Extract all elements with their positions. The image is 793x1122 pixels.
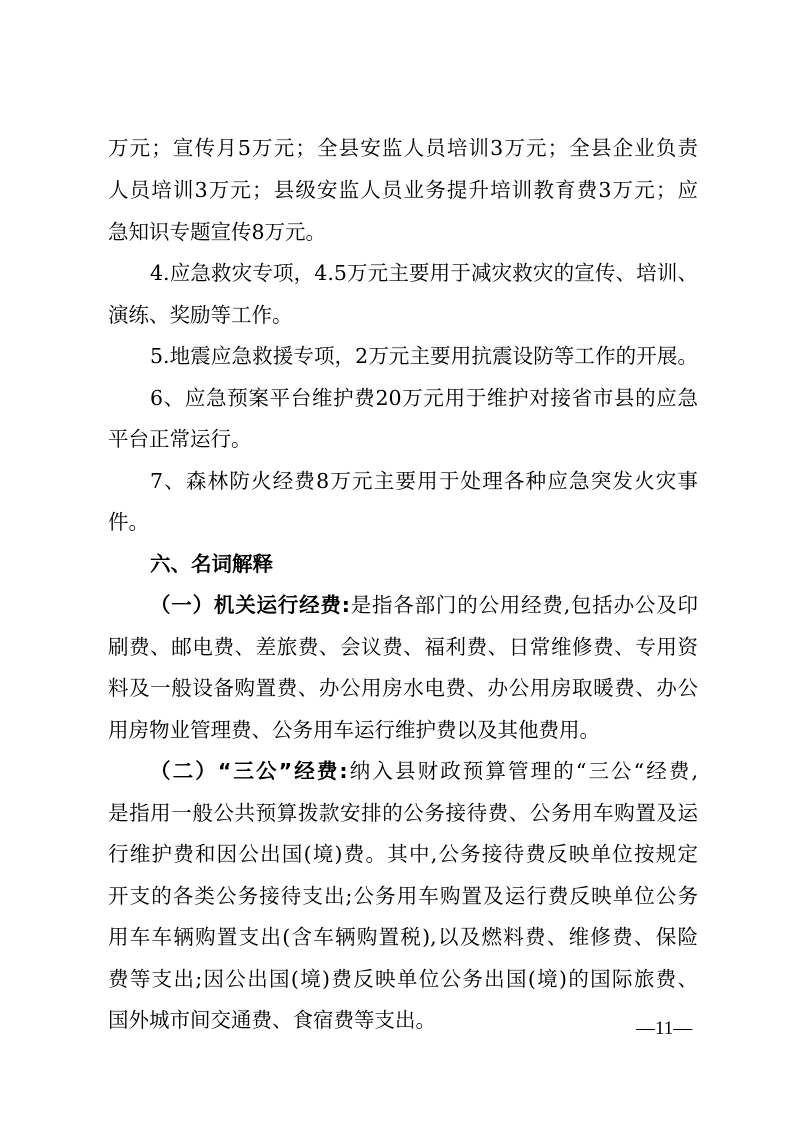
- body-line: 料及一般设备购置费、办公用房水电费、办公用房取暖费、办公: [108, 676, 698, 700]
- body-line: 人员培训3万元；县级安监人员业务提升培训教育费3万元；应: [108, 178, 698, 202]
- body-line: 件。: [108, 510, 149, 534]
- body-line: 刷费、邮电费、差旅费、会议费、福利费、日常维修费、专用资: [108, 635, 698, 659]
- term-label: （二）“三公”经费:: [150, 759, 348, 783]
- body-line: 4.应急救灾专项，4.5万元主要用于减灾救灾的宣传、培训、: [150, 261, 698, 285]
- term-definition-line: [150, 754, 698, 788]
- term-definition-line: [150, 588, 698, 622]
- body-line: 平台正常运行。: [108, 427, 252, 451]
- body-line: 用房物业管理费、公务用车运行维护费以及其他费用。: [108, 718, 600, 742]
- section-heading: 六、名词解释: [150, 552, 273, 576]
- page-number: —11—: [636, 1018, 693, 1039]
- body-line: 开支的各类公务接待支出;公务用车购置及运行费反映单位公务: [108, 884, 698, 908]
- body-line: 急知识专题宣传8万元。: [108, 220, 327, 244]
- term-text: 是指各部门的公用经费,包括办公及印: [349, 593, 699, 617]
- body-line: 行维护费和因公出国(境)费。其中,公务接待费反映单位按规定: [108, 842, 698, 866]
- term-label: （一）机关运行经费:: [150, 593, 350, 617]
- body-line: 7、森林防火经费8万元主要用于处理各种应急突发火灾事: [150, 469, 698, 493]
- body-line: 费等支出;因公出国(境)费反映单位公务出国(境)的国际旅费、: [108, 967, 698, 991]
- body-line: 万元；宣传月5万元；全县安监人员培训3万元；全县企业负责: [108, 136, 698, 160]
- body-line: 用车车辆购置支出(含车辆购置税),以及燃料费、维修费、保险: [108, 925, 698, 949]
- body-line: 演练、奖励等工作。: [108, 303, 293, 327]
- body-line: 是指用一般公共预算拨款安排的公务接待费、公务用车购置及运: [108, 801, 698, 825]
- body-line: 5.地震应急救援专项，2万元主要用抗震设防等工作的开展。: [150, 344, 698, 368]
- body-line: 6、应急预案平台维护费20万元用于维护对接省市县的应急: [150, 386, 698, 410]
- body-line: 国外城市间交通费、食宿费等支出。: [108, 1008, 436, 1032]
- term-text: 纳入县财政预算管理的“三公“经费,: [347, 759, 698, 783]
